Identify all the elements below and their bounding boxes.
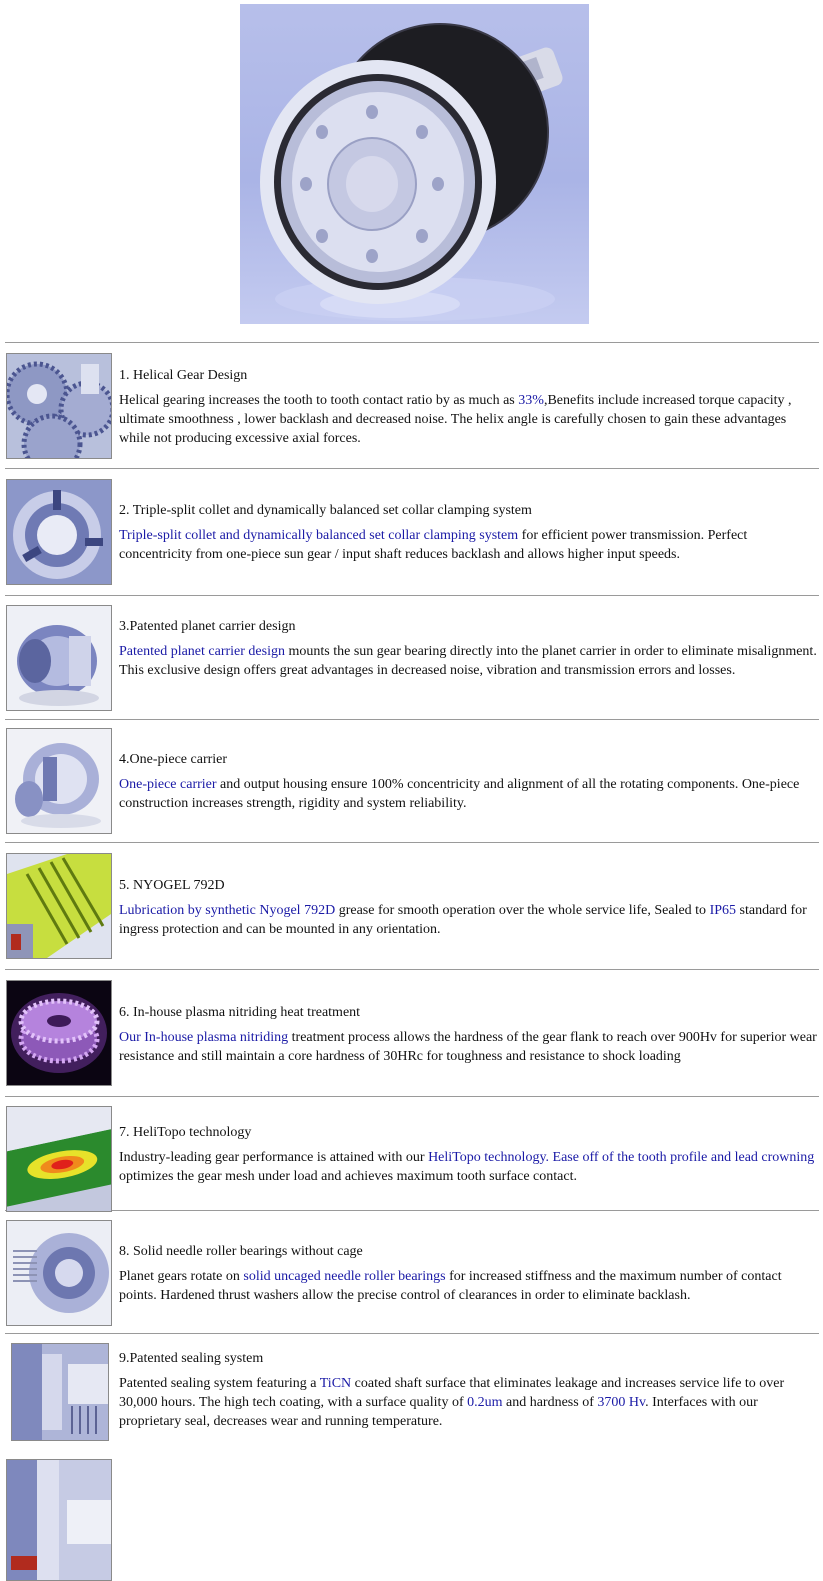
divider [5,719,819,720]
feature-helitopo [119,1123,817,1186]
text-segment: mounts the sun gear bearing directly into the planet carrier in order to eliminate misalignment. This exclusive design offers great advantages in decreased noise, vibration and transmission errors and losses. [119,644,817,678]
highlight-text: Lubrication by synthetic Nyogel 792D [119,903,336,918]
divider [5,1096,819,1097]
feature-title: 6. In-house plasma nitriding heat treatment [119,1005,361,1020]
divider [5,595,819,596]
divider [5,1333,819,1334]
feature-title: 9.Patented sealing system [119,1351,264,1366]
highlight-text: IP65 [709,903,737,918]
text-segment: and hardness of [502,1395,598,1410]
text-segment: and output housing ensure 100% concentricity and alignment of all the rotating components. One-piece construction increases strength, rigidity and system reliability. [119,777,800,811]
needle-roller-bearing-image [6,1220,112,1326]
highlight-text: 33% [518,393,544,408]
text-segment: standard for ingress protection and can be mounted in any orientation. [119,903,807,937]
feature-title: 4.One-piece carrier [119,752,228,767]
text-segment: . Interfaces with our proprietary seal, decreases wear and running temperature. [119,1395,758,1429]
divider [5,842,819,843]
feature-title: 7. HeliTopo technology [119,1125,252,1140]
highlight-text: One-piece carrier [119,777,217,792]
one-piece-carrier-image [6,728,112,834]
text-segment: treatment process allows the hardness of the gear flank to reach over 900Hv for superior wear resistance and still maintain a core hardness of 30HRc for toughness and resistance to shock loading [119,1030,817,1064]
feature-description [119,526,817,564]
feature-description [119,775,817,813]
helitopo-contact-image [6,1106,112,1212]
text-segment: Industry-leading gear performance is attained with our [119,1150,429,1165]
feature-planet-carrier [119,617,817,680]
planetary-gearbox-image [240,4,589,324]
text-segment: ,Benefits include increased torque capacity , ultimate smoothness , lower backlash and decreased noise. The helix angle is carefully chosen to gain these advantages while not producing excessive axial forces. [119,393,792,446]
feature-title: 2. Triple-split collet and dynamically balanced set collar clamping system [119,503,532,518]
feature-description [119,391,817,448]
divider [5,969,819,970]
feature-plasma-nitriding [119,1003,817,1066]
divider [5,1210,819,1211]
feature-title: 1. Helical Gear Design [119,368,248,383]
grease-lubrication-image [6,853,112,959]
text-segment: coated shaft surface that eliminates leakage and increases service life to over 30,000 hours. The high tech coating, with a surface quality of [119,1376,785,1410]
feature-sealing-system [119,1349,817,1431]
text-segment: Helical gearing increases the tooth to tooth contact ratio by as much as [119,393,519,408]
highlight-text: solid uncaged needle roller bearings [243,1269,446,1284]
feature-description [119,1148,817,1186]
highlight-text: TiCN [319,1376,352,1391]
collet-clamp-image [6,479,112,585]
text-segment: for efficient power transmission. Perfect concentricity from one-piece sun gear / input shaft reduces backlash and allows higher input speeds. [119,528,748,562]
feature-helical-gear [119,366,817,448]
feature-description [119,1267,817,1305]
feature-description [119,642,817,680]
feature-description [119,1374,817,1431]
text-segment: grease for smooth operation over the whole service life, Sealed to [335,903,710,918]
sealing-system-image [11,1343,109,1441]
highlight-text: Triple-split collet and dynamically balanced set collar clamping system [119,528,519,543]
feature-title: 3.Patented planet carrier design [119,619,296,634]
helical-gears-image [6,353,112,459]
feature-title: 8. Solid needle roller bearings without cage [119,1244,363,1259]
text-segment: for increased stiffness and the maximum number of contact points. Hardened thrust washers allow the precise control of clearances in order to eliminate backlash. [119,1269,782,1303]
divider [5,342,819,343]
text-segment: optimizes the gear mesh under load and achieves maximum tooth surface contact. [119,1169,577,1184]
feature-title: 5. NYOGEL 792D [119,878,225,893]
feature-one-piece-carrier [119,750,817,813]
highlight-text: Patented planet carrier design [119,644,285,659]
highlight-text: Our In-house plasma nitriding [119,1030,289,1045]
text-segment: Patented sealing system featuring a [119,1376,320,1391]
highlight-text: 3700 Hv [597,1395,646,1410]
feature-collet-clamping [119,501,817,564]
feature-description [119,901,817,939]
divider [5,468,819,469]
feature-nyogel-grease [119,876,817,939]
text-segment: Planet gears rotate on [119,1269,244,1284]
highlight-text: 0.2um [467,1395,503,1410]
planet-carrier-image [6,605,112,711]
seal-detail-image [6,1459,112,1581]
plasma-nitriding-gear-image [6,980,112,1086]
highlight-text: HeliTopo technology. Ease off of the tooth profile and lead crowning [428,1150,815,1165]
feature-description [119,1028,817,1066]
feature-needle-roller [119,1242,817,1305]
